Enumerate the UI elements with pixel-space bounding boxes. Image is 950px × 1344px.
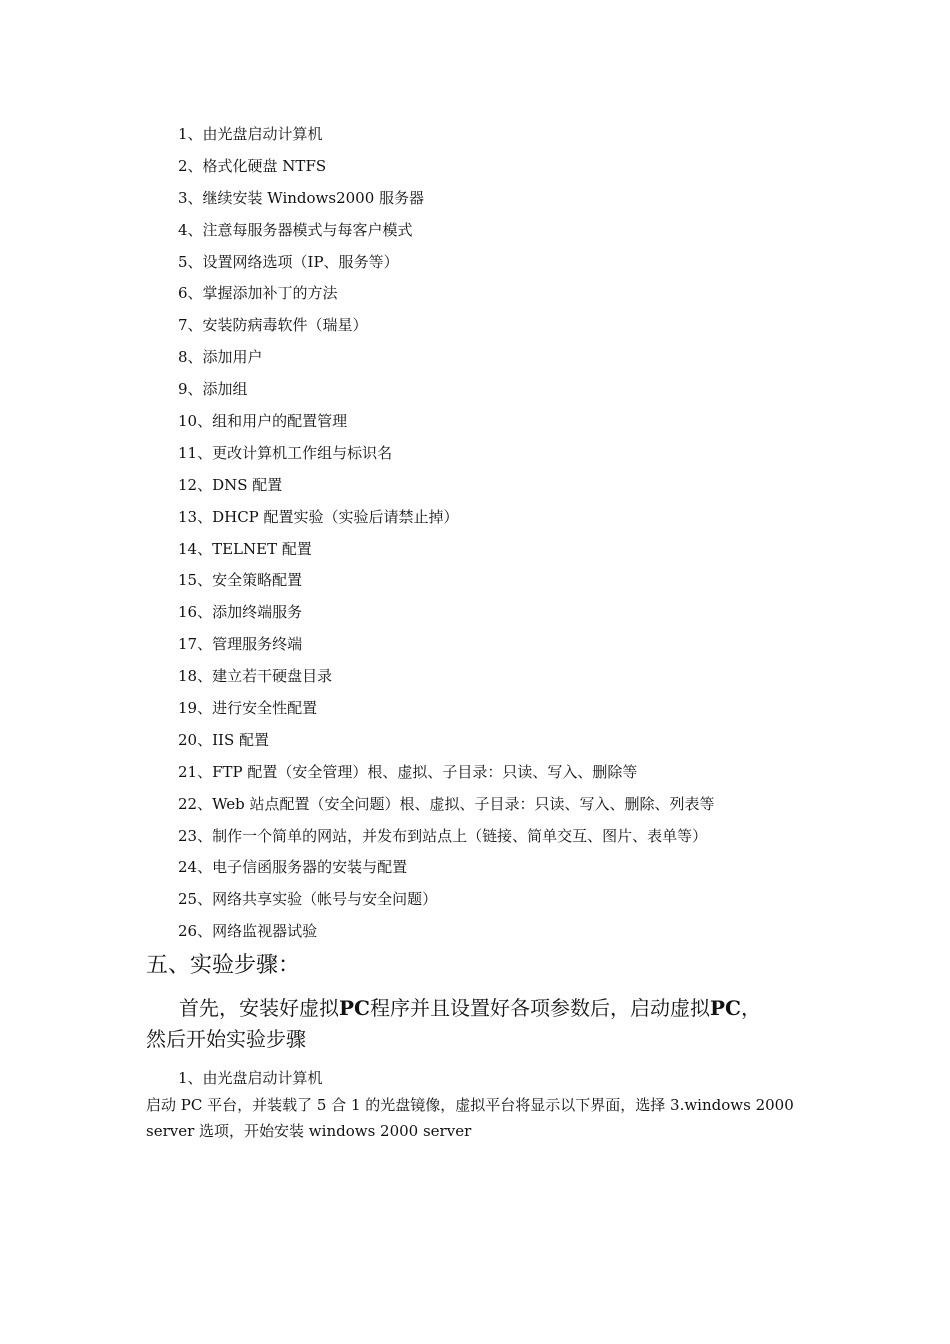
intro-text-c: 程序并且设置好各项参数后，启动虚拟 xyxy=(369,996,710,1020)
section-heading: 五、实验步骤： xyxy=(146,953,301,978)
step-item: 15、安全策略配置 xyxy=(178,571,303,590)
step-item: 13、DHCP 配置实验（实验后请禁止掉） xyxy=(178,507,459,526)
step-item: 14、TELNET 配置 xyxy=(178,539,312,558)
step-item: 19、进行安全性配置 xyxy=(178,699,318,718)
intro-text-pc: PC xyxy=(339,996,370,1020)
step-item: 4、注意每服务器模式与每客户模式 xyxy=(178,220,413,239)
step-item: 2、格式化硬盘 NTFS xyxy=(178,156,327,175)
step-item: 6、掌握添加补丁的方法 xyxy=(178,284,338,303)
intro-text-a: 首先，安装好虚拟 xyxy=(179,996,339,1020)
intro-line-1 xyxy=(146,993,810,1024)
body-line-1: 启动 PC 平台，并装载了 5 合 1 的光盘镜像，虚拟平台将显示以下界面，选择 3.windows 2000 xyxy=(146,1096,794,1114)
step-item: 18、建立若干硬盘目录 xyxy=(178,667,333,686)
body-line-2: server 选项，开始安装 windows 2000 server xyxy=(146,1122,472,1140)
step-item: 21、FTP 配置（安全管理）根、虚拟、子目录：只读、写入、删除等 xyxy=(178,762,638,781)
step-item: 24、电子信函服务器的安装与配置 xyxy=(178,858,408,877)
step-item: 20、IIS 配置 xyxy=(178,730,269,749)
step-item: 17、管理服务终端 xyxy=(178,635,303,654)
step-item: 26、网络监视器试验 xyxy=(178,922,318,941)
step-item: 16、添加终端服务 xyxy=(178,603,303,622)
step-item: 9、添加组 xyxy=(178,380,248,399)
step-item: 11、更改计算机工作组与标识名 xyxy=(178,443,393,462)
sub-step-title: 1、由光盘启动计算机 xyxy=(178,1069,323,1087)
step-item: 5、设置网络选项（IP、服务等） xyxy=(178,252,399,271)
step-item: 25、网络共享实验（帐号与安全问题） xyxy=(178,890,438,909)
intro-paragraph xyxy=(146,993,810,1055)
step-list xyxy=(178,123,715,952)
step-item: 1、由光盘启动计算机 xyxy=(178,125,323,143)
step-item: 22、Web 站点配置（安全问题）根、虚拟、子目录：只读、写入、删除、列表等 xyxy=(178,794,715,813)
step-item: 12、DNS 配置 xyxy=(178,475,283,494)
step-item: 8、添加用户 xyxy=(178,348,263,367)
intro-line-2: 然后开始实验步骤 xyxy=(146,1027,306,1051)
intro-text-pc-2: PC xyxy=(709,996,741,1020)
body-paragraph xyxy=(146,1092,810,1144)
step-item: 3、继续安装 Windows2000 服务器 xyxy=(178,188,425,207)
step-item: 10、组和用户的配置管理 xyxy=(178,412,348,431)
intro-text-e: ， xyxy=(740,996,761,1020)
step-item: 23、制作一个简单的网站，并发布到站点上（链接、简单交互、图片、表单等） xyxy=(178,826,708,845)
step-item: 7、安装防病毒软件（瑞星） xyxy=(178,316,368,335)
